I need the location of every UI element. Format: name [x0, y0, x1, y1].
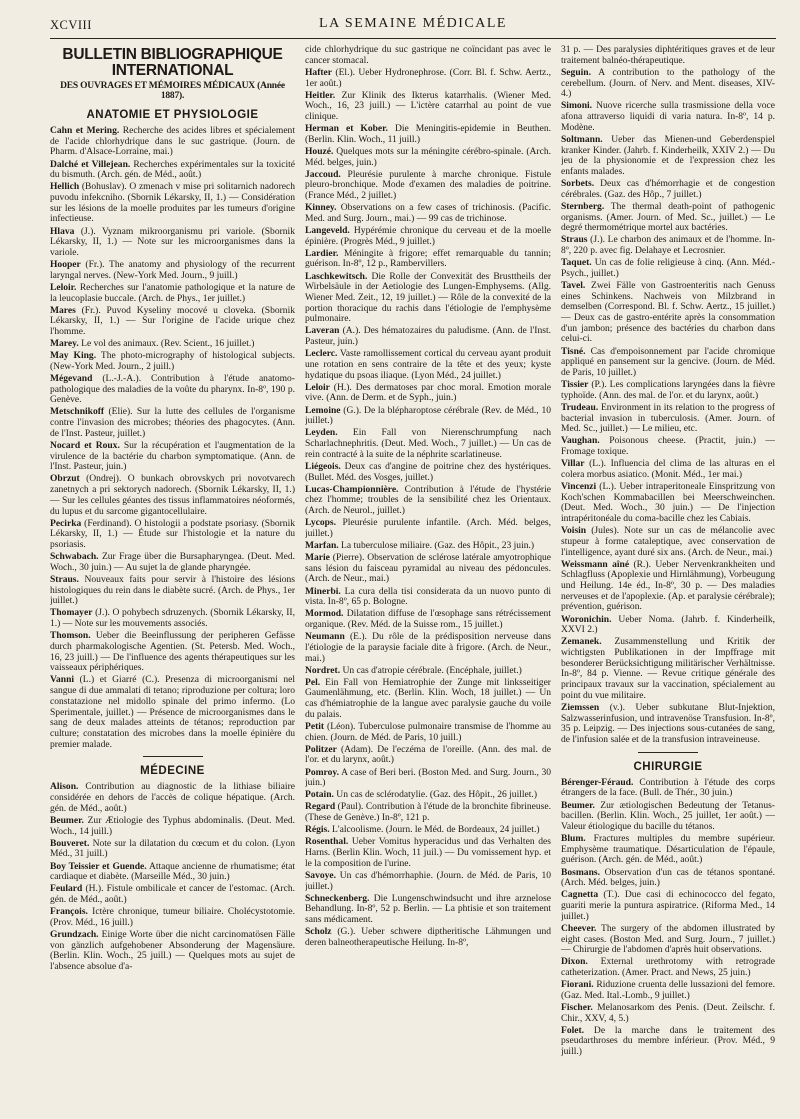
- entry-author: Petit: [305, 720, 325, 732]
- entry-list-chirurgie: [561, 778, 775, 1058]
- entry-author: Bérenger-Féraud.: [561, 776, 634, 788]
- bibliography-entry: [305, 272, 551, 326]
- entry-author: Neumann: [305, 631, 345, 643]
- entry-text: (J.). Vyznam mikroorganismu pri variole. (Sbornik Lékarsky, II, 1.) — Note sur les microorganismes dans la variole.: [50, 225, 295, 258]
- bibliography-entry: [50, 182, 295, 225]
- entry-author: Heitler.: [305, 89, 336, 101]
- entry-text: Ueber Vomitus hyperacidus und das Verhalten des Harns. (Berlin Klin. Woch, 11 juil.) — Du vomissement hyp. et le la composition de l'urine.: [305, 836, 551, 869]
- entry-author: Tavel.: [561, 279, 586, 291]
- entry-author: Feulard: [50, 883, 83, 895]
- entry-text: Zur Frage über die Bursapharyngea. (Deut. Med. Woch., 30 juin.) — Au sujet la de glande pharyngée.: [50, 551, 295, 573]
- entry-author: Jaccoud.: [305, 168, 341, 180]
- entry-author: Fiorani.: [561, 979, 594, 991]
- entry-text: Die Lungenschwindsucht und ihre arznelose Behandlung. In-8º, 52 p. Berlin. — La phtisie et son traitement sans médicament.: [305, 892, 551, 926]
- entry-text: Méningite à frigore; effet remarquable du tannin; guérison. In-8º, 12 p., Rambervillers.: [305, 247, 551, 270]
- bibliography-entry: [561, 68, 775, 100]
- bibliography-entry: [50, 227, 295, 259]
- page-number: XCVIII: [50, 18, 92, 32]
- entry-author: Minerbi.: [305, 585, 341, 597]
- bibliography-entry: [305, 124, 551, 145]
- entry-list-medecine: [305, 45, 551, 949]
- entry-text: Un cas d'atropie cérébrale. (Encéphale, juillet.): [340, 664, 522, 676]
- entry-text: Zur ætiologischen Bedeutung der Tetanus-bacillen. (Berlin. Klin. Woch., 25 juillet, 1er août.) — Valeur étiologique du bacille du tétanos.: [561, 799, 775, 832]
- entry-text: Ueber das Mienen-und Geberdenspiel kranker Kinder. (Jahrb. f. Kinderheilk, XXIV 2.) — Du jeu de la physionomie et de l'expression chez les enfants malades.: [561, 133, 775, 177]
- entry-author: Leyden.: [305, 427, 338, 439]
- entry-text: (Pierre). Observation de sclérose latérale amyotrophique sans lésion du faisceau pyramidal au niveau des pédoncules. (Arch. de Neur., mai.): [305, 552, 551, 585]
- bibliography-entry: [561, 258, 775, 279]
- entry-text: La tuberculose miliaire. (Gaz. des Hôpit., 23 juin.): [338, 539, 535, 551]
- entry-author: Trudeau.: [561, 401, 599, 413]
- entry-list-medecine-end: [561, 45, 775, 746]
- entry-author: Grundzach.: [50, 928, 99, 940]
- entry-text: Ueber die Beeinflussung der peripheren Gefässe durch pharmakologische Agentien. (St. Petersb. Med. Woch., 16, 23 juill.) — De l'influence des agents thérapeutiques sur les vaisseaux périphériques.: [50, 630, 295, 674]
- bibliography-entry: [561, 868, 775, 889]
- entry-text: (Ferdinand). O histologii a podstate psoriasy. (Sbornik Lékarsky, II, 1.) — Étude sur l'histologie et la nature du psoriasis.: [50, 517, 295, 551]
- column-3: [561, 45, 775, 1115]
- entry-text: (J.). Le charbon des animaux et de l'homme. In-8º, 220 p. avec fig. Delahaye et Lecrosnier.: [561, 234, 775, 256]
- entry-text: The thermal death-point of pathogenic organisms. (Amer. Journ. of Med. Sc., juillet.) — Le degré thermométrique mortel aux bactéries.: [561, 200, 775, 234]
- entry-author: Marfan.: [305, 539, 339, 551]
- bibliography-entry: [50, 675, 295, 750]
- entry-text: (R.). Ueber Nervenkrankheiten und Schlagfluss (Apoplexie und Hirnlähmung), Vorbeugung und Heilung. 14e éd., In-8º, 30 p. — Des maladies nerveuses et de l'apoplexie. (Ap. et paralysie cérébrale); prévention, guérison.: [561, 558, 775, 613]
- entry-author: Pel.: [305, 676, 321, 688]
- entry-author: Tisné.: [561, 345, 586, 357]
- entry-text: (Adam). De l'eczéma de l'oreille. (Ann. des mal. de l'or. et du larynx, août.): [305, 743, 551, 766]
- entry-text: (L.). Influencia del clima de las alturas en el colera morbus asiatico. (Monit. Méd., 1er mai.): [561, 458, 775, 480]
- entry-author: Hooper: [50, 259, 81, 270]
- entry-text: Deux cas d'angine de poitrine chez des hystériques. (Bullet. Méd. des Vosges, juillet.): [305, 460, 551, 483]
- entry-text: Ein Fall von Nierenschrumpfung nach Scharlachnephritis. (Deut. Med. Woch., 7 juillet.) — Un cas de rein contracté à la suite de la néphrite scarlatineuse.: [305, 427, 551, 460]
- entry-text: Die Meningitis-epidemie in Beuthen. (Berlin. Klin. Woch., 11 juill.): [305, 123, 551, 145]
- entry-author: Hellich: [50, 181, 80, 193]
- entry-text: Zwei Fälle von Gastroenteritis nach Genuss eines Schinkens. Nachweis von Milzbrand in demselben (Correspond. Bl. f. Schw. Aertz., 15 juillet.) — Deux cas de gastro-entérite après la consommation d'un jambon; présence des bactéries du charbon dans celui-ci.: [561, 279, 775, 345]
- entry-text: Fractures multiples du membre supérieur. Emphysème traumatique. Désarticulation de l'épaule, guérison. (Arch. gén. de Méd., août.): [561, 833, 775, 866]
- entry-author: Simoni.: [561, 100, 593, 112]
- bibliography-entry: [305, 802, 551, 823]
- entry-author: Dixon.: [561, 956, 588, 968]
- entry-author: Vincenzi: [561, 480, 597, 492]
- entry-author: Mégevand: [50, 372, 93, 384]
- bibliography-entry: [305, 609, 551, 630]
- column-1: [50, 45, 295, 1115]
- entry-author: Villar: [561, 458, 585, 470]
- entry-text: Zusammenstellung und Kritik der wichtigsten Publikationen in der Impffrage mit besonderer Berücksichtigung militärischer Verhältnisse. In-8º, 84 p. Vienne. — Revue critique générale des principaux travaux sur la vaccination, spécialement au point du vue militaire.: [561, 636, 775, 701]
- section-heading-chirurgie: CHIRURGIE: [633, 760, 703, 773]
- bibliography-entry: [561, 637, 775, 701]
- entry-text: Ein Fall von Hemiatrophie der Zunge mit linksseitiger Gaumenlähmung, etc. (Berlin. Klin. Woch, 18 juillet.) — Un cas d'hémiatrophie de la langue avec paralysie gauche du voile du palais.: [305, 676, 551, 720]
- entry-author: Alison.: [50, 781, 79, 793]
- entry-text: Environment in its relation to the progress of bacterial invasion in tuberculosis. (Amer. Journ. of Med. Sc., juillet.) — Le milieu, etc.: [561, 401, 775, 435]
- entry-list-anatomie: [50, 126, 295, 750]
- bibliography-entry: [50, 930, 295, 973]
- bibliography-entry: [561, 526, 775, 558]
- entry-author: Vanni: [50, 674, 75, 686]
- bibliography-entry: [561, 45, 775, 66]
- entry-text: (Jules). Note sur un cas de mélancolie avec stupeur à forme cataleptique, avec conservation de l'intelligence, ayant duré six ans. (Arch. de Neur., mai.): [561, 525, 775, 558]
- bibliography-entry: [50, 575, 295, 607]
- entry-text: A case of Beri beri. (Boston Med. and Surg. Journ., 30 juin.): [305, 766, 551, 789]
- entry-text: The photo-micrography of histological subjects. (New-York Med. Journ., 2 juill.): [50, 350, 295, 372]
- header-rule: [50, 38, 776, 39]
- entry-author: François.: [50, 906, 88, 918]
- entry-text: Poisonous cheese. (Practit, juin.) — Fromage toxique.: [561, 435, 775, 457]
- entry-author: Potain.: [305, 789, 334, 801]
- entry-text: Deux cas d'hémorrhagie et de congestion cérébrales. (Gaz. des Hôp., 7 juillet.): [561, 178, 775, 200]
- entry-text: (El.). Ueber Hydronephrose. (Corr. Bl. f. Schw. Aertz., 1er août.): [305, 66, 551, 89]
- entry-author: Leloir: [305, 381, 330, 393]
- entry-text: Pleurésie purulente infantile. (Arch. Méd. belges, juillet.): [305, 517, 551, 539]
- entry-text: Un cas de folie religieuse à cinq. (Ann. Méd.-Psych., juillet.): [561, 257, 775, 279]
- entry-author: Hlava: [50, 225, 75, 237]
- bibliography-entry: [561, 436, 775, 457]
- entry-text: Cas d'empoisonnement par l'acide chromique appliqué en pansement sur la gencive. (Journ. de Méd. de Paris, 10 juillet.): [561, 345, 775, 378]
- entry-author: Politzer: [305, 743, 337, 755]
- entry-text: 31 p. — Des paralysies diphtéritiques graves et de leur traitement balnéo-thérapeutique.: [561, 45, 775, 66]
- bibliography-entry: [561, 202, 775, 234]
- entry-text: (Fr.). Puvod Kyseliny mocové u cloveka. (Sbornik Lékarsky, II, 1.) — Sur l'origine de l'acide urique chez l'homme.: [50, 304, 295, 337]
- bibliography-entry: [561, 281, 775, 345]
- bibliography-entry: [305, 68, 551, 89]
- bibliography-entry: [561, 179, 775, 200]
- entry-author: Straus: [561, 234, 588, 246]
- bibliography-entry: [561, 801, 775, 833]
- entry-author: Vaughan.: [561, 435, 600, 447]
- entry-author: Zemanek.: [561, 636, 602, 648]
- entry-author: Pecirka: [50, 517, 82, 529]
- bibliography-entry: [305, 553, 551, 585]
- entry-text: External urethrotomy with retrograde catheterization. (Amer. Pract. and News, 25 juin.): [561, 956, 775, 979]
- entry-author: Langeveld.: [305, 224, 350, 236]
- entry-author: Woronichin.: [561, 613, 612, 625]
- bibliography-entry: [50, 816, 295, 837]
- bibliography-entry: [561, 459, 775, 480]
- entry-text: Sur la récupération et l'augmentation de la virulence de la bactérie du charbon symptomatique. (Ann. de l'Inst. Pasteur, juin.): [50, 439, 295, 473]
- entry-text: The surgery of the abdomen illustrated by eight cases. (Boston Med. and Surg. Journ., 7 juillet.) — Chirurgie de l'abdomen d'après huit observations.: [561, 922, 775, 956]
- entry-text: (E.). Du rôle de la prédisposition nerveuse dans l'étiologie de la paraysie faciale dite à frigore. (Arch. de Neur., mai.): [305, 631, 551, 664]
- bibliography-entry: [50, 260, 295, 281]
- bibliography-entry: [50, 631, 295, 674]
- entry-text: Vaste ramollissement cortical du cerveau ayant produit une rotation en sens contraire de la tête et des yeux; kyste hydatique du psoas iliaque. (Lyon Méd., 24 juillet.): [305, 348, 551, 381]
- entry-text: Observations on a few cases of trichinosis. (Pacific. Med. and Surg. Journ., mai.) — 99 cas de trichinose.: [305, 202, 551, 224]
- running-head: [50, 16, 776, 36]
- entry-author: Voisin: [561, 525, 587, 537]
- entry-text: Dilatation diffuse de l'œsophage sans rétrécissement organique. (Rev. Méd. de la Suisse rom., 15 juillet.): [305, 608, 551, 631]
- entry-author: Marie: [305, 552, 330, 564]
- section-heading-anatomie: ANATOMIE ET PHYSIOLOGIE: [86, 109, 259, 121]
- entry-text: (J.). O pohybech sdruzenych. (Sbornik Lékarsky, II, 1.) — Note sur les mouvements associés.: [50, 607, 295, 630]
- section-heading-medecine: MÉDECINE: [140, 765, 205, 778]
- entry-text: Quelques mots sur la méningite cérébro-spinale. (Arch. Méd. belges, juin.): [305, 145, 551, 168]
- bibliography-entry: [50, 126, 295, 158]
- entry-author: Hafter: [305, 66, 333, 78]
- bibliography-entry: [561, 347, 775, 379]
- entry-author: Lemoine: [305, 404, 341, 416]
- entry-text: (T.). Due casi di echinococco del fegato, guariti merie la puntura aspiratrice. (Riforma Med., 14 juillet.): [561, 889, 775, 922]
- entry-text: Recherches sur l'anatomie pathologique et la nature de la leucoplasie buccale. (Arch. de Phys., 1er juillet.): [50, 281, 295, 304]
- entry-text: (Paul). Contribution à l'étude de la bronchite fibrineuse. (These de Genève.) In-8º, 121 p.: [305, 801, 551, 824]
- bibliography-entry: [50, 441, 295, 473]
- bibliography-entry: [305, 894, 551, 926]
- entry-author: Régis.: [305, 824, 330, 836]
- bibliography-entry: [305, 587, 551, 608]
- entry-author: Sternberg.: [561, 200, 605, 212]
- entry-author: Pomroy.: [305, 766, 340, 778]
- bibliography-entry: [561, 890, 775, 922]
- bibliography-entry: [561, 380, 775, 401]
- entry-text: Nuove ricerche sulla trasmissione della voce afona attraverso liquidi di varia natura. In-8º, 14 p. Modène.: [561, 100, 775, 133]
- entry-text: Zur Ætiologie des Typhus abdominalis. (Deut. Med. Woch., 14 juill.): [50, 814, 295, 837]
- entry-text: (G.). De la blépharoptose cérébrale (Rev. de Méd., 10 juillet.): [305, 404, 551, 427]
- bibliography-entry: [305, 790, 551, 801]
- entry-author: Straus.: [50, 573, 79, 585]
- bibliography-entry: [50, 351, 295, 372]
- entry-author: Nordret.: [305, 664, 341, 676]
- entry-text: (P.). Les complications laryngées dans la fièvre typhoïde. (Ann. des mal. de l'or. et du larynx, août.): [561, 379, 775, 401]
- entry-list-medecine-start: [50, 782, 295, 972]
- bibliography-entry: [305, 349, 551, 381]
- bibliography-entry: [50, 519, 295, 551]
- entry-text: (L.-J.-A.). Contribution à l'étude anatomo-pathologique des maladies de la voûte du pharynx. In-8º, 190 p. Genève.: [50, 372, 295, 406]
- bibliography-entry: [561, 615, 775, 636]
- bibliography-entry: [561, 957, 775, 978]
- entry-author: Soltmann.: [561, 133, 603, 145]
- entry-author: Thomayer: [50, 607, 93, 619]
- entry-text: (G.). Ueber schwere diptheritische Lähmungen und deren balneotherapeutische Heilung. In-8º,: [305, 926, 551, 948]
- entry-author: Schwabach.: [50, 551, 99, 563]
- entry-text: (Bohuslav). O zmenach v mise pri solitarnich nadorech puvodu infekcniho. (Sbornik Lékarsky, II, 1.) — Considération sur les lésions de la moelle produites par les tumeurs d'origine infectieuse.: [50, 181, 295, 225]
- entry-author: Cheever.: [561, 922, 597, 934]
- entry-text: Hypérémie chronique du cerveau et de la moelle épinière. (Progrès Méd., 9 juillet.): [305, 224, 551, 247]
- entry-text: Le vol des animaux. (Rev. Scient., 16 juillet.): [78, 338, 255, 350]
- bibliography-entry: [561, 135, 775, 178]
- bibliography-entry: [305, 871, 551, 892]
- bibliography-entry: [50, 474, 295, 517]
- bibliography-entry: [50, 306, 295, 338]
- entry-text: Pleurésie purulente à marche chronique. Fistule pleuro-bronchique. Mode d'examen des maladies de poitrine. (France Méd., 2 juillet.): [305, 168, 551, 202]
- entry-text: (H.). Fistule ombilicale et cancer de l'estomac. (Arch. gén. de Méd., août.): [50, 883, 295, 905]
- entry-author: Fischer.: [561, 1001, 593, 1013]
- bibliography-entry: [305, 678, 551, 721]
- entry-text: Recherches expérimentales sur la toxicité du bismuth. (Arch. gén. de Méd., août.): [50, 158, 295, 181]
- entry-author: Regard: [305, 801, 336, 813]
- bibliography-entry: [50, 907, 295, 928]
- bibliography-entry: [561, 235, 775, 256]
- entry-text: Contribution au diagnostic de la lithiase biliaire considérée en dehors de l'accès de colique hépatique. (Arch. gén. de Méd., août.): [50, 781, 295, 814]
- bibliography-entry: [305, 768, 551, 789]
- entry-text: (v.). Ueber subkutane Blut-Injektion, Salzwasserinfusion, und intravenöse Transfusion. In-8º, 35 p. Leipzig. — Des injections sous-cutanées de sang, de l'infusion salée et de la transfusion intraveineuse.: [561, 701, 775, 746]
- bibliography-entry: [50, 552, 295, 573]
- entry-text: Note sur la dilatation du cœcum et du colon. (Lyon Méd., 31 juill.): [50, 837, 295, 860]
- entry-author: Beumer.: [561, 799, 595, 811]
- entry-author: Houzé.: [305, 145, 334, 157]
- entry-text: Nouveaux faits pour servir à l'histoire des lésions histologiques du rein dans le diabète sucré. (Arch. de Phys., 1er juillet.): [50, 573, 295, 607]
- entry-author: Mormod.: [305, 608, 344, 620]
- bibliography-entry: [50, 862, 295, 883]
- entry-text: De la marche dans le traitement des pseudarthroses du membre inférieur. (Prov. Méd., 9 juill.): [561, 1024, 775, 1058]
- bibliography-entry: [561, 1003, 775, 1024]
- bibliography-entry: [561, 101, 775, 133]
- entry-text: (H.). Des dermatoses par choc moral. Emotion morale vive. (Ann. de Derm. et de Syph., juin.): [305, 381, 551, 404]
- bibliography-entry: [305, 927, 551, 948]
- entry-author: Cahn et Mering.: [50, 125, 120, 136]
- entry-text: (Ondrej). O bunkach obrovskych pri novotvarech zanetnych a pri sektorych nadorech. (Sbornik Lékarsky, II, 1.) — Sur les cellules géantes des tissus inflammatoires néoformés, du lupus et du sarcome gigantocellulaire.: [50, 473, 295, 517]
- entry-text: Recherche des acides libres et spécialement de l'acide chlorhydrique dans le suc gastrique. (Journ. de Pharm. d'Alsace-Lorraine, mai.): [50, 125, 295, 158]
- bibliography-entry: [305, 745, 551, 766]
- bulletin-title: BULLETIN BIBLIOGRAPHIQUE INTERNATIONAL: [62, 46, 283, 79]
- bibliography-entry: [305, 249, 551, 270]
- entry-author: Blum.: [561, 833, 586, 845]
- bibliography-entry: [305, 722, 551, 743]
- entry-author: Marey.: [50, 338, 79, 350]
- entry-text: (Fr.). The anatomy and physiology of the recurrent laryngal nerves. (New-York Med. Journ., 9 juill.): [50, 259, 295, 281]
- entry-text: Observation d'un cas de tétanos spontané. (Arch. Méd. belges, juin.): [561, 866, 775, 889]
- column-2: [305, 45, 551, 1115]
- bibliography-entry: [561, 560, 775, 614]
- bibliography-entry: [561, 703, 775, 746]
- entry-text: (L.) et Giarré (C.). Presenza di microorganismi nel sangue di due ammalati di tetano; riproduzione per coltura; loro constatazione nel midollo spinale del primo infermo. (Lo Sperimentale, juillet.) — Présence de microorganismes dans le sang de deux malades atteints de tétanos; reproduction par culture; constatation des microbes dans la moelle épinière du premier malade.: [50, 674, 295, 750]
- bibliography-entry: [305, 45, 551, 66]
- bibliography-entry: [50, 608, 295, 629]
- entry-author: Laschkewitsch.: [305, 270, 368, 282]
- entry-text: (L.). Ueber intraperitoneale Einspritzung von Koch'schen Kommabacillen bei Meerschweinchen. (Deut. Med. Woch., 30 juin.) — De l'injection intrapéritonéale du coma-bacille chez les Cabiais.: [561, 480, 775, 524]
- bibliography-entry: [50, 160, 295, 181]
- entry-author: Nocard et Roux.: [50, 439, 120, 451]
- text-columns: [50, 45, 776, 1115]
- bibliography-entry: [561, 778, 775, 799]
- entry-text: Die Rolle der Convexität des Brusttheils der Wirbelsäule in der Aetiologie des Lungen-Emphysems. (Allg. Wiener Med. Zeit., 12, 19 juillet.) — Rôle de la convexité de la portion thoracique du rachis dans l'étiologie de l'emphysème pulmonaire.: [305, 270, 551, 325]
- entry-author: Leclerc.: [305, 348, 338, 360]
- entry-author: Laveran: [305, 325, 340, 337]
- entry-text: Ueber Noma. (Jahrb. f. Kinderheilk, XXVI 2.): [561, 613, 775, 636]
- entry-author: Beumer.: [50, 814, 84, 826]
- entry-text: (A.). Des hématozaires du paludisme. (Ann. de l'Inst. Pasteur, juin.): [305, 325, 551, 348]
- entry-author: Schneckenberg.: [305, 892, 370, 904]
- bibliography-entry: [561, 834, 775, 866]
- entry-author: Tissier: [561, 379, 589, 390]
- entry-author: Obrzut: [50, 473, 80, 485]
- entry-author: Sorbets.: [561, 178, 595, 189]
- entry-author: Cagnetta: [561, 889, 599, 901]
- entry-text: Einige Worte über die nicht carcinomatösen Fälle von gänzlich aufgehobener Absonderung der Magensäure. (Berlin. Klin. Woch., 25 juill.) — Quelques mots au sujet de l'absence absolue d'a-: [50, 928, 295, 972]
- entry-author: Liégeois.: [305, 460, 341, 472]
- entry-author: Dalché et Villejean.: [50, 158, 131, 170]
- bibliography-entry: [305, 462, 551, 483]
- bibliography-entry: [305, 147, 551, 168]
- bibliography-entry: [561, 482, 775, 525]
- entry-author: May King.: [50, 350, 97, 362]
- bibliography-entry: [50, 782, 295, 814]
- bibliography-entry: [561, 980, 775, 1001]
- entry-text: cide chlorhydrique du suc gastrique ne coïncidant pas avec le cancer stomacal.: [305, 45, 551, 66]
- bibliography-entry: [561, 924, 775, 956]
- bibliography-entry: [305, 226, 551, 247]
- entry-author: Bosmans.: [561, 866, 600, 878]
- entry-text: Ictère chronique, tumeur biliaire. Cholécystotomie. (Prov. Méd., 16 juill.): [50, 906, 295, 928]
- bibliography-entry: [305, 837, 551, 869]
- entry-text: Melanosarkom des Penis. (Deut. Zeilschr. f. Chir., XXV, 4, 5.): [561, 1001, 775, 1024]
- bibliography-entry: [50, 283, 295, 304]
- entry-author: Thomson.: [50, 630, 91, 642]
- entry-text: A contribution to the pathology of the cerebellum. (Journ. of Nerv. and Ment. diseases, XIV-4.): [561, 66, 775, 100]
- entry-author: Savoye.: [305, 869, 337, 881]
- bibliography-entry: [305, 825, 551, 836]
- entry-text: Zur Klinik des Ikterus katarrhalis. (Wiener Med. Woch., 16, 23 juill.) — L'ictère catarrhal au point de vue clinique.: [305, 89, 551, 122]
- bibliography-entry: [305, 518, 551, 539]
- entry-text: (Léon). Tuberculose pulmonaire transmise de l'homme au chien. (Journ. de Méd. de Paris, 10 juill.): [305, 720, 551, 743]
- entry-author: Folet.: [561, 1024, 585, 1036]
- bibliography-entry: [561, 1026, 775, 1058]
- bibliography-entry: [305, 666, 551, 677]
- entry-author: Herman et Kober.: [305, 123, 388, 135]
- entry-author: Lucas-Championnière.: [305, 483, 399, 495]
- entry-author: Leloir.: [50, 281, 77, 293]
- bulletin-subtitle: DES OUVRAGES ET MÉMOIRES MÉDICAUX (Année 1887).: [60, 81, 285, 101]
- bibliography-entry: [305, 383, 551, 404]
- journal-title: LA SEMAINE MÉDICALE: [319, 16, 507, 31]
- entry-text: Contribution à l'étude de l'hystérie chez l'homme; troubles de la sensibilité chez les Orientaux. (Arch. de Neurol., juillet.): [305, 483, 551, 517]
- bibliography-entry: [50, 839, 295, 860]
- entry-text: Attaque ancienne de rhumatisme; état cardiaque et diabète. (Marseille Méd., 30 juin.): [50, 860, 295, 883]
- entry-author: Taquet.: [561, 257, 592, 269]
- section-divider: [638, 752, 698, 753]
- bibliography-entry: [305, 170, 551, 202]
- entry-author: Rosenthal.: [305, 836, 349, 848]
- entry-text: L'alcoolisme. (Journ. le Méd. de Bordeaux, 24 juillet.): [329, 824, 540, 836]
- bibliography-entry: [50, 884, 295, 905]
- entry-text: Un cas de sclérodatylie. (Gaz. des Hôpit., 26 juillet.): [333, 789, 537, 801]
- entry-author: Mares: [50, 304, 76, 316]
- section-divider: [143, 756, 203, 757]
- entry-author: Metschnikoff: [50, 406, 105, 418]
- bibliography-entry: [305, 485, 551, 517]
- bibliography-entry: [50, 374, 295, 406]
- entry-author: Ziemssen: [561, 701, 600, 713]
- bibliography-entry: [305, 541, 551, 552]
- entry-author: Lycops.: [305, 517, 337, 529]
- entry-text: Un cas d'hémorrhaphie. (Journ. de Méd. de Paris, 10 juillet.): [305, 869, 551, 892]
- entry-text: Contribution à l'étude des corps étrangers de la face. (Bull. de Thér., 30 juin.): [561, 776, 775, 799]
- bibliography-entry: [50, 339, 295, 350]
- bibliography-entry: [305, 203, 551, 224]
- entry-author: Bouveret.: [50, 837, 90, 849]
- entry-text: La cura della tisi considerata da un nuovo punto di vista. In-8º, 65 p. Bologne.: [305, 585, 551, 608]
- entry-author: Seguin.: [561, 66, 591, 78]
- entry-text: Riduzione cruenta delle lussazioni del femore. (Gaz. Med. Ital.-Lomb., 9 juillet.): [561, 979, 775, 1001]
- entry-author: Lardier.: [305, 247, 339, 259]
- entry-author: Weissmann aîné: [561, 558, 630, 570]
- entry-author: Kinney.: [305, 202, 337, 214]
- entry-author: Boy Teissier et Guende.: [50, 860, 147, 872]
- bibliography-entry: [305, 632, 551, 664]
- bibliography-entry: [50, 407, 295, 439]
- bibliography-entry: [305, 326, 551, 347]
- bibliography-entry: [305, 428, 551, 460]
- bibliography-entry: [561, 403, 775, 435]
- entry-text: (Elie). Sur la lutte des cellules de l'organisme contre l'invasion des microbes; théories des phagocytes. (Ann. de l'Inst. Pasteur, juillet.): [50, 406, 295, 439]
- bibliography-entry: [305, 406, 551, 427]
- bibliography-entry: [305, 91, 551, 123]
- entry-author: Scholz: [305, 926, 332, 938]
